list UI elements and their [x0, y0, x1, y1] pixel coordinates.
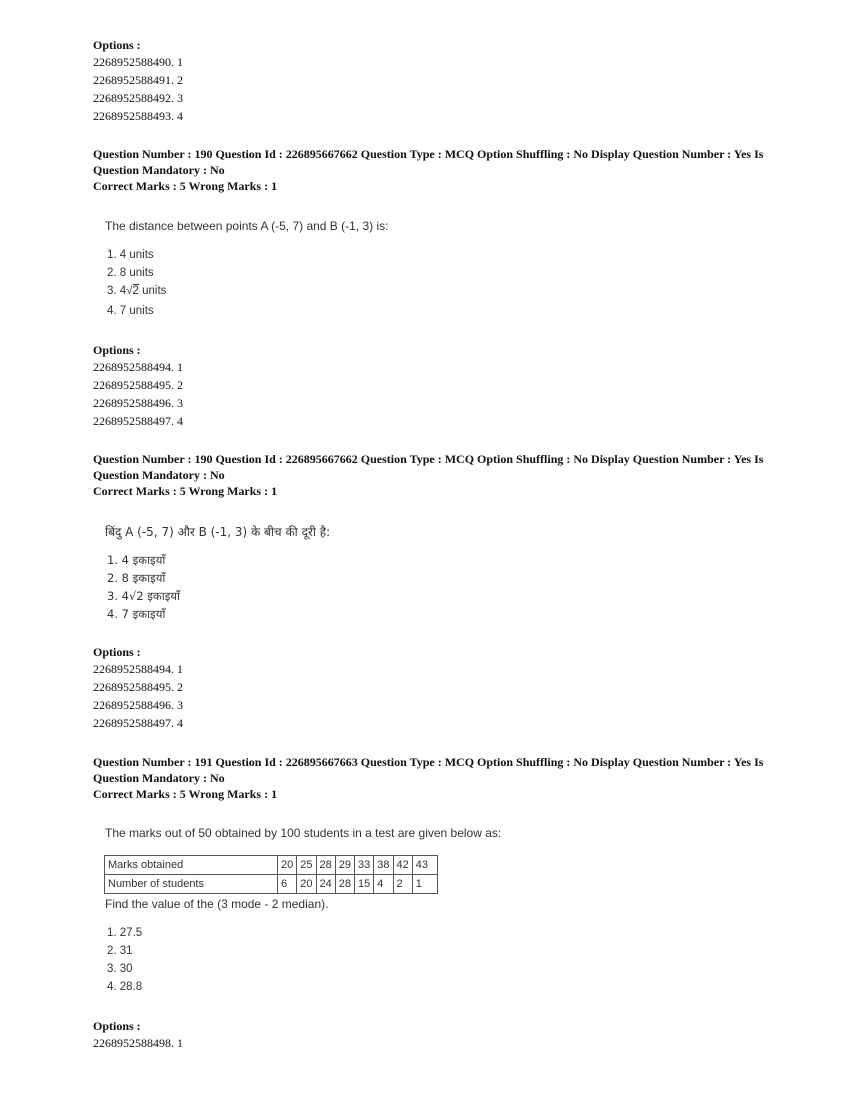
answer-choice: 4. 7 units: [107, 305, 154, 317]
question-stem: बिंदु A (-5, 7) और B (-1, 3) के बीच की दूरी है:: [105, 525, 331, 539]
table-cell: 25: [297, 856, 316, 875]
option-id: 2268952588493. 4: [93, 109, 183, 123]
question-marks: Correct Marks : 5 Wrong Marks : 1: [93, 787, 278, 801]
option-id: 2268952588496. 3: [93, 396, 183, 410]
table-cell: 42: [393, 856, 412, 875]
answer-choice: 3. 4√2 units: [107, 285, 167, 297]
table-cell: 15: [355, 875, 374, 894]
option-id: 2268952588494. 1: [93, 360, 183, 374]
option-id: 2268952588497. 4: [93, 414, 183, 428]
question-header: [93, 754, 773, 802]
table-cell: 28: [316, 856, 335, 875]
table-cell: 20: [278, 856, 297, 875]
table-cell: 4: [374, 875, 393, 894]
option-id: 2268952588497. 4: [93, 716, 183, 730]
option-id: 2268952588494. 1: [93, 662, 183, 676]
answer-choice: 2. 31: [107, 945, 133, 957]
table-cell: 1: [412, 875, 437, 894]
question-stem-block: [105, 826, 525, 846]
option-id: 2268952588492. 3: [93, 91, 183, 105]
answer-choice: 3. 4√2 इकाइयाँ: [107, 589, 180, 603]
table-row: [105, 875, 438, 894]
answer-choice: 1. 4 units: [107, 249, 154, 261]
table-cell: 29: [335, 856, 354, 875]
question-header-line1: Question Number : 190 Question Id : 226895667662 Question Type : MCQ Option Shuffling : No Display Question Number : Yes Is: [93, 452, 764, 466]
answer-choice-unit: units: [138, 285, 167, 297]
option-id: 2268952588498. 1: [93, 1036, 183, 1050]
answer-choice: 2. 8 units: [107, 267, 154, 279]
question-marks: Correct Marks : 5 Wrong Marks : 1: [93, 179, 278, 193]
answer-choice: 2. 8 इकाइयाँ: [107, 571, 166, 585]
marks-table: [104, 855, 438, 894]
question-header-line1: Question Number : 190 Question Id : 226895667662 Question Type : MCQ Option Shuffling : No Display Question Number : Yes Is: [93, 147, 764, 161]
options-label: Options :: [93, 1019, 141, 1033]
question-image: [105, 219, 505, 329]
question-header-line2: Question Mandatory : No: [93, 771, 225, 785]
question-marks: Correct Marks : 5 Wrong Marks : 1: [93, 484, 278, 498]
question-image: [105, 897, 505, 997]
table-row-label: Number of students: [105, 875, 278, 894]
question-stem: The distance between points A (-5, 7) and B (-1, 3) is:: [105, 219, 389, 233]
table-cell: 33: [355, 856, 374, 875]
answer-choice: 3. 30: [107, 963, 133, 975]
options-label: Options :: [93, 38, 141, 52]
option-id: 2268952588490. 1: [93, 55, 183, 69]
table-cell: 2: [393, 875, 412, 894]
answer-choice: 1. 27.5: [107, 927, 143, 939]
option-id: 2268952588496. 3: [93, 698, 183, 712]
table-cell: 24: [316, 875, 335, 894]
question-header: [93, 146, 773, 194]
options-label: Options :: [93, 645, 141, 659]
sqrt-radicand: 2: [132, 285, 139, 297]
options-label: Options :: [93, 343, 141, 357]
question-find-text: Find the value of the (3 mode - 2 median).: [105, 897, 329, 911]
option-id: 2268952588495. 2: [93, 378, 183, 392]
question-image: [105, 523, 505, 623]
question-stem: The marks out of 50 obtained by 100 students in a test are given below as:: [105, 826, 502, 840]
answer-choice-prefix: 3. 4: [107, 285, 127, 297]
table-row-label: Marks obtained: [105, 856, 278, 875]
answer-choice: 1. 4 इकाइयाँ: [107, 553, 166, 567]
option-id: 2268952588495. 2: [93, 680, 183, 694]
question-header: [93, 451, 773, 499]
table-cell: 6: [278, 875, 297, 894]
answer-choice: 4. 28.8: [107, 981, 143, 993]
table-cell: 38: [374, 856, 393, 875]
answer-choice: 4. 7 इकाइयाँ: [107, 607, 166, 621]
question-header-line1: Question Number : 191 Question Id : 226895667663 Question Type : MCQ Option Shuffling : No Display Question Number : Yes Is: [93, 755, 764, 769]
question-header-line2: Question Mandatory : No: [93, 468, 225, 482]
table-cell: 28: [335, 875, 354, 894]
option-id: 2268952588491. 2: [93, 73, 183, 87]
table-cell: 43: [412, 856, 437, 875]
table-row: [105, 856, 438, 875]
table-cell: 20: [297, 875, 316, 894]
question-header-line2: Question Mandatory : No: [93, 163, 225, 177]
